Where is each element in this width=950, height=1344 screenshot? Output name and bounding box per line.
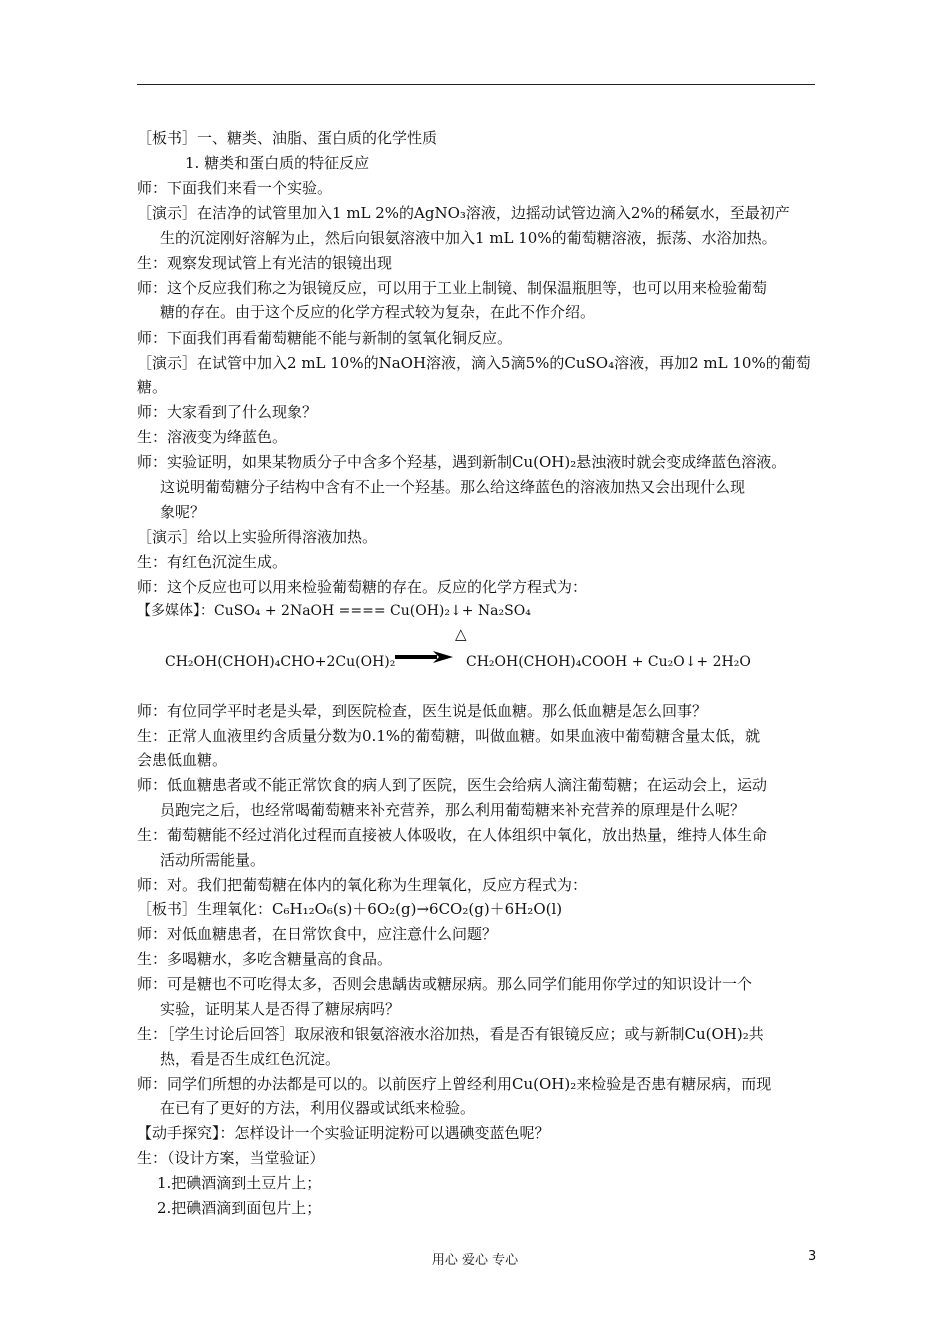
page-number: 3	[808, 1249, 817, 1264]
text-line: 员跑完之后，也经常喝葡萄糖来补充营养，那么利用葡萄糖来补充营养的原理是什么呢？	[160, 801, 746, 819]
text-line: 师：有位同学平时老是头晕，到医院检查，医生说是低血糖。那么低血糖是怎么回事？	[137, 702, 708, 720]
reaction-arrow	[393, 651, 453, 663]
text-line: ［演示］在试管中加入2 mL 10%的NaOH溶液，滴入5滴5%的CuSO₄溶液，再加2 mL 10%的葡萄	[137, 354, 811, 372]
text-line: 师：可是糖也不可吃得太多，否则会患龋齿或糖尿病。那么同学们能用你学过的知识设计一个	[137, 975, 753, 993]
text-line: 师：大家看到了什么现象？	[137, 403, 318, 421]
text-line: 这说明葡萄糖分子结构中含有不止一个羟基。那么给这绛蓝色的溶液加热又会出现什么现	[160, 478, 746, 496]
text-line: 2.把碘酒滴到面包片上；	[157, 1199, 322, 1217]
text-line: 【多媒体】：CuSO₄ + 2NaOH ==== Cu(OH)₂↓+ Na₂SO₄	[137, 603, 531, 619]
text-line: 热，看是否生成红色沉淀。	[160, 1050, 341, 1068]
text-line: 糖。	[137, 378, 168, 396]
header-rule	[137, 84, 815, 85]
text-line: 生：多喝糖水，多吃含糖量高的食品。	[137, 950, 393, 968]
text-line: ［演示］给以上实验所得溶液加热。	[137, 528, 378, 546]
text-line: 师：这个反应也可以用来检验葡萄糖的存在。反应的化学方程式为：	[137, 578, 588, 596]
text-line: 糖的存在。由于这个反应的化学方程式较为复杂，在此不作介绍。	[160, 303, 596, 321]
text-line: 师：下面我们再看葡萄糖能不能与新制的氢氧化铜反应。	[137, 329, 513, 347]
text-line: 生：观察发现试管上有光洁的银镜出现	[137, 254, 393, 272]
text-line: 生的沉淀刚好溶解为止，然后向银氨溶液中加入1 mL 10%的葡萄糖溶液，振荡、水浴加热。	[160, 229, 777, 247]
text-line: 师：对低血糖患者，在日常饮食中，应注意什么问题？	[137, 925, 498, 943]
text-line: 1.把碘酒滴到土豆片上；	[157, 1174, 322, 1192]
text-line: ［板书］生理氧化：C₆H₁₂O₆(s)＋6O₂(g)→6CO₂(g)＋6H₂O(l)	[137, 900, 563, 918]
text-line: 象呢？	[160, 503, 206, 521]
text-line: 师：下面我们来看一个实验。	[137, 179, 333, 197]
text-line: 实验，证明某人是否得了糖尿病吗？	[160, 1000, 401, 1018]
text-line: ［板书］一、糖类、油脂、蛋白质的化学性质	[137, 129, 438, 147]
text-line: ［演示］在洁净的试管里加入1 mL 2%的AgNO₃溶液，边摇动试管边滴入2%的稀氨水，至最初产	[137, 204, 790, 222]
text-line: 生：葡萄糖能不经过消化过程而直接被人体吸收，在人体组织中氧化，放出热量，维持人体生命	[137, 826, 768, 844]
text-line: 在已有了更好的方法，利用仪器或试纸来检验。	[160, 1099, 476, 1117]
text-line: 师：实验证明，如果某物质分子中含多个羟基，遇到新制Cu(OH)₂悬浊液时就会变成绛蓝色溶液。	[137, 453, 787, 471]
text-line: 师：同学们所想的办法都是可以的。以前医疗上曾经利用Cu(OH)₂来检验是否患有糖尿病，而现	[137, 1075, 772, 1093]
text-line: 生：有红色沉淀生成。	[137, 553, 288, 571]
text-line: 【动手探究】：怎样设计一个实验证明淀粉可以遇碘变蓝色呢？	[137, 1124, 550, 1142]
text-line: 生：［学生讨论后回答］取尿液和银氨溶液水浴加热，看是否有银镜反应；或与新制Cu(OH)₂共	[137, 1025, 764, 1043]
text-line: 活动所需能量。	[160, 851, 266, 869]
text-line: 师：这个反应我们称之为银镜反应，可以用于工业上制镜、制保温瓶胆等，也可以用来检验葡萄	[137, 279, 768, 297]
text-line: 生：（设计方案，当堂验证）	[137, 1149, 325, 1167]
text-line: 生：正常人血液里约含质量分数为0.1%的葡萄糖，叫做血糖。如果血液中葡萄糖含量太低，就	[137, 727, 761, 745]
equation-right: CH₂OH(CHOH)₄COOH + Cu₂O↓+ 2H₂O	[466, 654, 751, 670]
footer-motto: 用心 爱心 专心	[431, 1253, 519, 1268]
text-line: 师：低血糖患者或不能正常饮食的病人到了医院，医生会给病人滴注葡萄糖；在运动会上，运动	[137, 776, 768, 794]
heat-condition: △	[455, 625, 467, 643]
text-line: 会患低血糖。	[137, 751, 228, 769]
text-line: 1. 糖类和蛋白质的特征反应	[185, 154, 370, 172]
equation-left: CH₂OH(CHOH)₄CHO+2Cu(OH)₂	[165, 654, 396, 670]
text-line: 生：溶液变为绛蓝色。	[137, 428, 288, 446]
text-line: 师：对。我们把葡萄糖在体内的氧化称为生理氧化，反应方程式为：	[137, 876, 588, 894]
